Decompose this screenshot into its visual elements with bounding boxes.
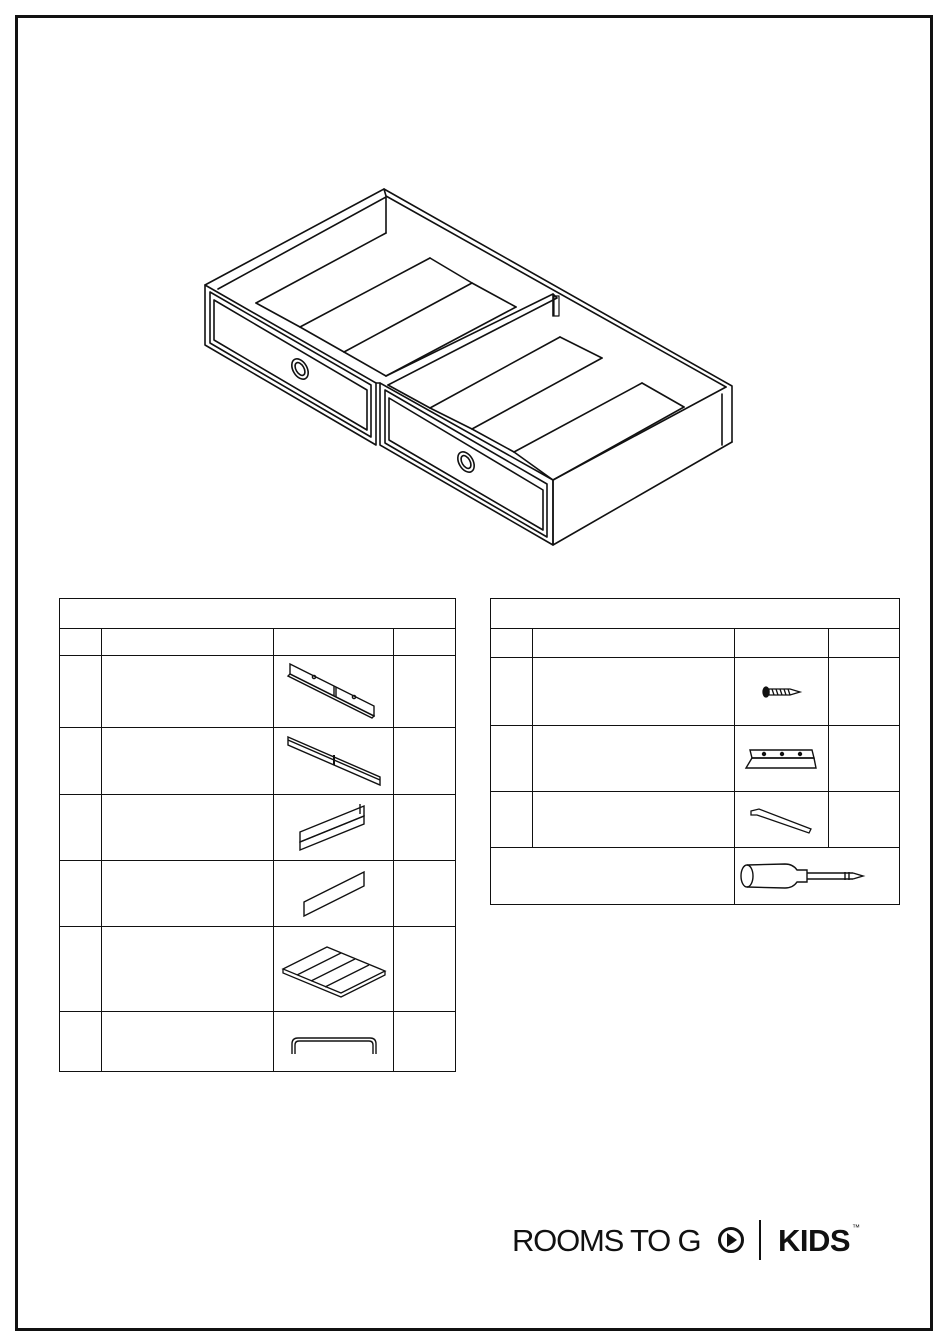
part-qty [394, 656, 456, 728]
part-qty [394, 795, 456, 861]
logo-kids-text: KIDS [778, 1223, 851, 1258]
table-row [491, 726, 900, 792]
tools-row [491, 848, 900, 905]
table-row [60, 728, 456, 795]
hardware-qty [829, 726, 900, 792]
hardware-qty [829, 658, 900, 726]
part-name [102, 1012, 274, 1072]
part-qty [394, 861, 456, 927]
table-row [60, 1012, 456, 1072]
screw-icon [735, 658, 829, 726]
part-letter [60, 861, 102, 927]
part-name [102, 728, 274, 795]
header-description [533, 629, 735, 658]
trundle-drawer-illustration [185, 175, 755, 570]
hardware-list-table [490, 598, 900, 905]
hardware-letter [491, 658, 533, 726]
part-name [102, 927, 274, 1012]
table-row [491, 658, 900, 726]
hardware-qty [829, 792, 900, 848]
table-row [60, 795, 456, 861]
part-qty [394, 927, 456, 1012]
end-panel-icon [274, 861, 394, 927]
header-picture [735, 629, 829, 658]
table-row [60, 927, 456, 1012]
header-quantity [829, 629, 900, 658]
hardware-table-title [491, 599, 900, 629]
part-letter [60, 1012, 102, 1072]
part-name [102, 795, 274, 861]
header-picture [274, 629, 394, 656]
logo-trademark: ™ [852, 1223, 860, 1232]
part-letter [60, 728, 102, 795]
part-name [102, 656, 274, 728]
logo-play-icon [720, 1229, 743, 1252]
table-row [60, 656, 456, 728]
hardware-name [533, 792, 735, 848]
parts-table-title [60, 599, 456, 629]
slat-bottom-icon [274, 927, 394, 1012]
tools-label [491, 848, 735, 905]
hardware-name [533, 658, 735, 726]
part-name [102, 861, 274, 927]
table-row [60, 861, 456, 927]
part-qty [394, 728, 456, 795]
part-letter [60, 795, 102, 861]
header-part-letter [491, 629, 533, 658]
logo-brand-text: ROOMS TO G [512, 1223, 701, 1258]
hardware-name [533, 726, 735, 792]
rooms-to-go-kids-logo [512, 1216, 862, 1262]
part-letter [60, 927, 102, 1012]
part-letter [60, 656, 102, 728]
side-rail-icon [274, 795, 394, 861]
table-row [491, 792, 900, 848]
header-description [102, 629, 274, 656]
header-quantity [394, 629, 456, 656]
part-qty [394, 1012, 456, 1072]
drawer-back-panel-icon [274, 656, 394, 728]
hardware-letter [491, 726, 533, 792]
parts-list-table [59, 598, 456, 1072]
metal-bracket-icon [735, 726, 829, 792]
allen-key-icon [735, 792, 829, 848]
center-rail-icon [274, 728, 394, 795]
screwdriver-icon [735, 848, 900, 905]
hardware-letter [491, 792, 533, 848]
handle-icon [274, 1012, 394, 1072]
header-part-letter [60, 629, 102, 656]
